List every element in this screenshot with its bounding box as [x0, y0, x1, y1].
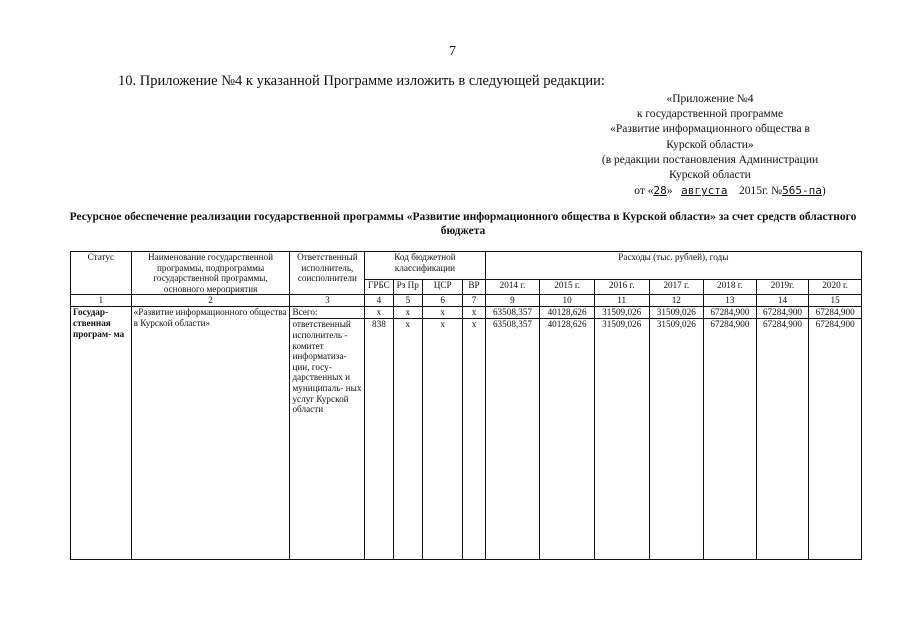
column-number: 4	[365, 295, 393, 307]
vr-cell: x	[463, 307, 485, 319]
grbs-cell: x	[365, 307, 393, 319]
header-grbs: ГРБС	[365, 280, 393, 295]
date-mid: »	[666, 185, 673, 198]
header-year: 2014 г.	[485, 280, 540, 295]
date-year: 2015г. №	[738, 185, 783, 198]
appendix-date-line	[560, 183, 860, 199]
grbs-cell: 838	[365, 319, 393, 560]
header-year: 2017 г.	[649, 280, 704, 295]
amount-cell: 67284,900	[756, 307, 809, 319]
amount-cell: 67284,900	[704, 319, 757, 560]
column-number: 10	[540, 295, 595, 307]
header-year: 2020 г.	[809, 280, 862, 295]
amount-cell: 31509,026	[594, 307, 649, 319]
column-number: 9	[485, 295, 540, 307]
appendix-line: «Развитие информационного общества в	[610, 123, 810, 136]
column-number: 6	[422, 295, 462, 307]
intro-text: 10. Приложение №4 к указанной Программе изложить в следующей редакции:	[118, 73, 605, 89]
header-responsible: Ответственный исполнитель, соисполнители	[290, 252, 365, 295]
amount-cell: 67284,900	[704, 307, 757, 319]
header-year: 2016 г.	[594, 280, 649, 295]
amount-cell: 31509,026	[649, 319, 704, 560]
date-day: 28	[653, 184, 667, 198]
appendix-line: (в редакции постановления Администрации	[601, 153, 819, 166]
column-number: 2	[131, 295, 290, 307]
status-cell: Государ- ственная програм- ма	[71, 307, 132, 560]
amount-cell: 31509,026	[649, 307, 704, 319]
rzpr-cell: x	[393, 319, 422, 560]
date-prefix: от «	[634, 185, 654, 198]
responsible-cell: ответственный исполнитель - комитет информатиза- ции, госу- дарственных и муниципаль- ных услуг Курской области	[290, 319, 365, 560]
column-number-row	[71, 295, 862, 307]
amount-cell: 67284,900	[809, 319, 862, 560]
rzpr-cell: x	[393, 307, 422, 319]
csr-cell: x	[422, 307, 462, 319]
appendix-line: Курской области	[669, 169, 751, 182]
resource-table	[70, 251, 862, 560]
appendix-line: к государственной программе	[636, 108, 784, 121]
header-vr: ВР	[463, 280, 485, 295]
column-number: 5	[393, 295, 422, 307]
header-rzpr: Рз Пр	[393, 280, 422, 295]
table-row	[71, 307, 862, 319]
csr-cell: x	[422, 319, 462, 560]
decree-number: 565-па	[782, 184, 822, 198]
column-number: 11	[594, 295, 649, 307]
responsible-cell: Всего:	[290, 307, 365, 319]
column-number: 1	[71, 295, 132, 307]
column-number: 13	[704, 295, 757, 307]
amount-cell: 67284,900	[809, 307, 862, 319]
header-year: 2015 г.	[540, 280, 595, 295]
header-name: Наименование государственной программы, подпрограммы государственной программы, основного мероприятия	[131, 252, 290, 295]
appendix-line: Курской области»	[666, 138, 754, 151]
header-budget-code: Код бюджетной классификации	[365, 252, 485, 280]
page-number: 7	[449, 44, 456, 59]
date-close: )	[821, 185, 826, 198]
column-number: 14	[756, 295, 809, 307]
amount-cell: 40128,626	[540, 307, 595, 319]
date-month: августа	[681, 184, 728, 198]
vr-cell: x	[463, 319, 485, 560]
table-heading: Ресурсное обеспечение реализации государственной программы «Развитие информационного общества в Курской области» за счет средств областного бюджета	[69, 211, 857, 237]
header-csr: ЦСР	[422, 280, 462, 295]
header-row	[71, 252, 862, 280]
appendix-line: «Приложение №4	[666, 93, 754, 105]
amount-cell: 40128,626	[540, 319, 595, 560]
column-number: 12	[649, 295, 704, 307]
header-year: 2019г.	[756, 280, 809, 295]
amount-cell: 31509,026	[594, 319, 649, 560]
header-expenses: Расходы (тыс. рублей), годы	[485, 252, 861, 280]
column-number: 7	[463, 295, 485, 307]
amount-cell: 67284,900	[756, 319, 809, 560]
header-year: 2018 г.	[704, 280, 757, 295]
amount-cell: 63508,357	[485, 307, 540, 319]
program-name-cell: «Развитие информационного общества в Курской области»	[131, 307, 290, 560]
appendix-header	[560, 92, 860, 199]
column-number: 3	[290, 295, 365, 307]
column-number: 15	[809, 295, 862, 307]
header-status: Статус	[71, 252, 132, 295]
amount-cell: 63508,357	[485, 319, 540, 560]
